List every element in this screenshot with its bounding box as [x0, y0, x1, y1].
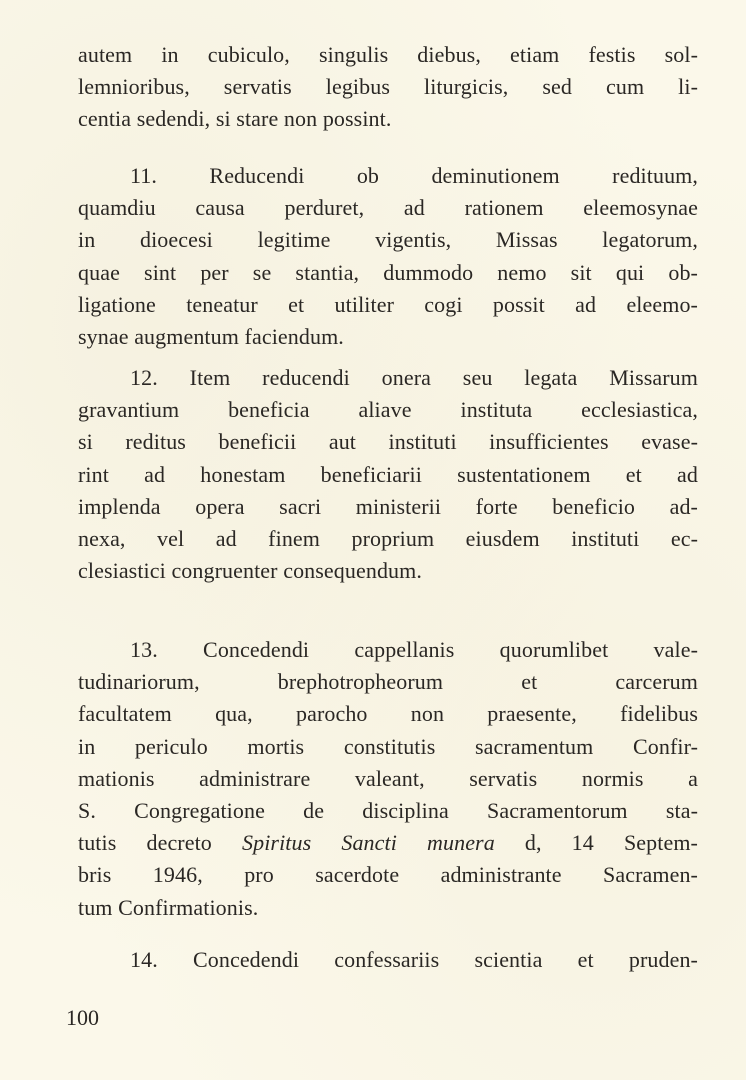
text-segment: tutis decreto — [78, 830, 212, 856]
text-line: synae augmentum faciendum. — [78, 323, 344, 349]
text-line: centia sedendi, si stare non possint. — [78, 106, 392, 132]
text-line: gravantium beneficia aliave instituta ecclesiastica, — [78, 397, 698, 423]
text-line: mationis administrare valeant, servatis normis a — [78, 765, 698, 791]
paragraph-item-13 — [78, 634, 698, 924]
text-line — [78, 634, 698, 666]
text-line: bris 1946, pro sacerdote administrante Sacramen- — [78, 862, 698, 888]
text-line: tum Confirmationis. — [78, 894, 259, 920]
text-line: clesiastici congruenter consequendum. — [78, 558, 422, 584]
text-line: nexa, vel ad finem proprium eiusdem instituti ec- — [78, 525, 698, 551]
text-line: quamdiu causa perduret, ad rationem eleemosynae — [78, 195, 698, 221]
item-number: 13. — [130, 637, 158, 662]
item-number: 14. — [130, 947, 158, 972]
decree-title-italic: Spiritus Sancti munera — [242, 830, 495, 856]
text-line: si reditus beneficii aut instituti insufficientes evase- — [78, 429, 698, 455]
text-line — [78, 944, 698, 976]
paragraph-item-11 — [78, 160, 698, 353]
item-number: 12. — [130, 365, 158, 390]
paragraph-item-12 — [78, 362, 698, 587]
text-line: quae sint per se stantia, dummodo nemo sit qui ob- — [78, 259, 698, 285]
text-line: implenda opera sacri ministerii forte beneficio ad- — [78, 493, 698, 519]
text-line: ligatione teneatur et utiliter cogi possit ad eleemo- — [78, 291, 698, 317]
item-first-line: Concedendi cappellanis quorumlibet vale- — [203, 637, 698, 662]
text-line — [78, 362, 698, 394]
item-number: 11. — [130, 163, 157, 188]
text-line — [78, 827, 698, 859]
item-first-line: Concedendi confessariis scientia et pruden- — [192, 947, 698, 972]
text-line: in periculo mortis constitutis sacramentum Confir- — [78, 733, 698, 759]
item-first-line: Reducendi ob deminutionem redituum, — [209, 163, 698, 188]
item-first-line: Item reducendi onera seu legata Missarum — [189, 365, 698, 390]
text-line: tudinariorum, brephotropheorum et carcerum — [78, 669, 698, 695]
text-line: S. Congregatione de disciplina Sacramentorum sta- — [78, 797, 698, 823]
text-line: in dioecesi legitime vigentis, Missas legatorum, — [78, 227, 698, 253]
paragraph-continuation — [78, 39, 698, 136]
page-number: 100 — [66, 1005, 99, 1030]
text-line: facultatem qua, parocho non praesente, fidelibus — [78, 701, 698, 727]
text-segment: d, 14 Septem- — [524, 830, 698, 856]
text-line — [78, 160, 698, 192]
text-line: lemnioribus, servatis legibus liturgicis, sed cum li- — [78, 74, 698, 100]
text-line: autem in cubiculo, singulis diebus, etiam festis sol- — [78, 42, 698, 67]
paragraph-item-14 — [78, 944, 698, 976]
text-line: rint ad honestam beneficiarii sustentationem et ad — [78, 461, 698, 487]
